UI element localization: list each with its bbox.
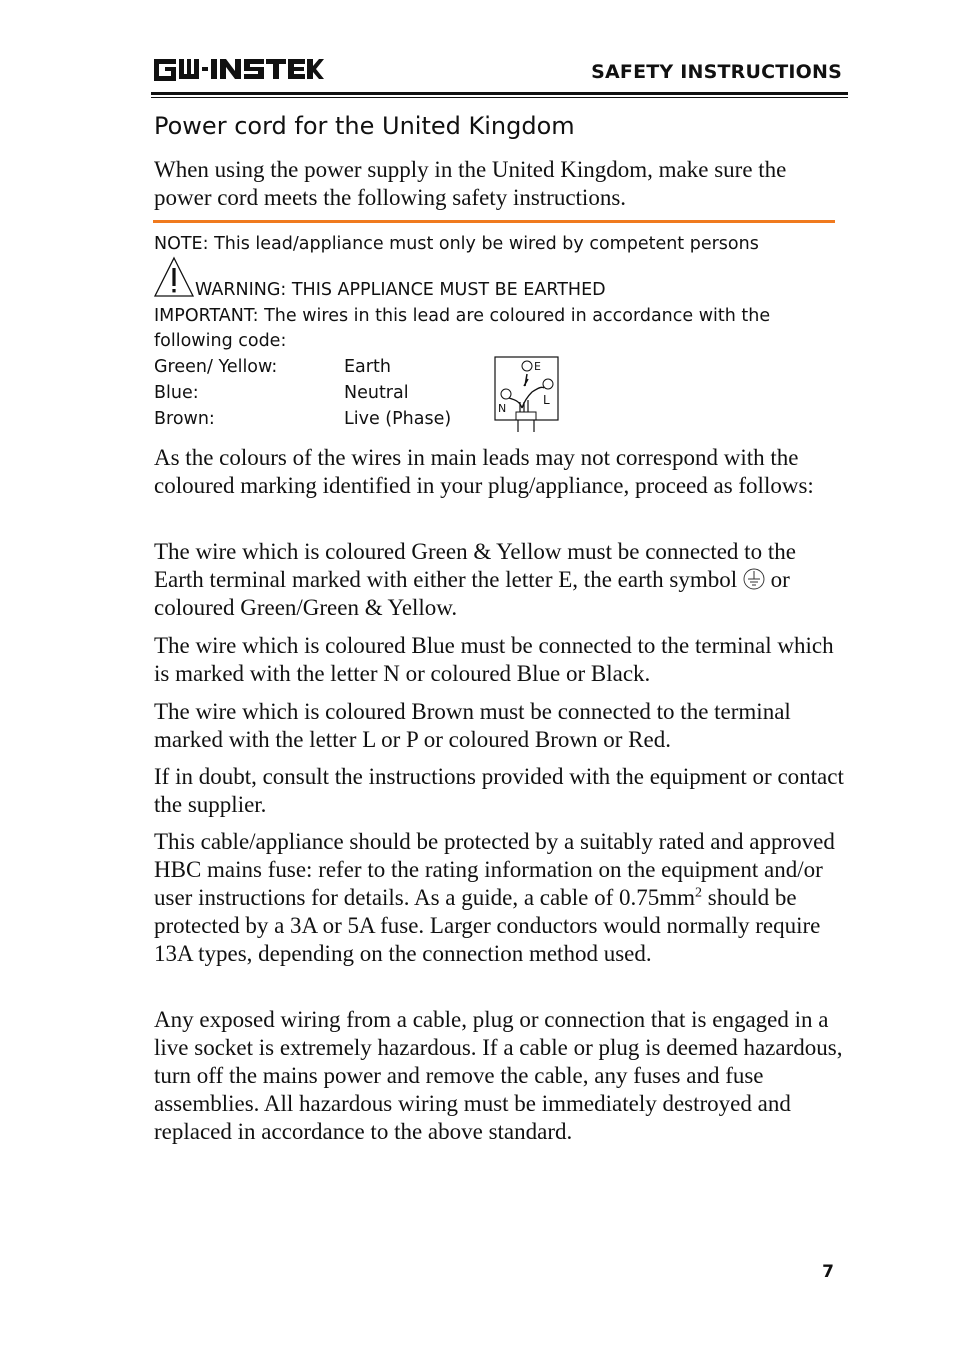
code-colour: Brown: (154, 409, 215, 429)
paragraph-exposed-wiring: Any exposed wiring from a cable, plug or connection that is engaged in a live socket is extremely hazardous. If a cable or plug is deemed hazardous, turn off the mains power and remove the cable, any fuses and fuse assemblies. All hazardous wiring must be immediately destroyed and replaced in accordance to the above standard. (154, 1007, 843, 1144)
paragraph-brown: The wire which is coloured Brown must be connected to the terminal marked with the letter L or P or coloured Brown or Red. (154, 699, 791, 752)
intro-paragraph: When using the power supply in the United Kingdom, make sure the power cord meets the following safety instructions. (154, 157, 787, 210)
plug-wiring-diagram (494, 356, 560, 432)
paragraph-text: or coloured Green/Green & Yellow. (154, 567, 790, 620)
code-row-live (154, 406, 452, 432)
warning-line: WARNING: THIS APPLIANCE MUST BE EARTHED (195, 280, 606, 300)
header-section-label: SAFETY INSTRUCTIONS (591, 61, 842, 83)
header-rule-thin (151, 97, 848, 98)
code-row-neutral (154, 380, 409, 406)
section-title: Power cord for the United Kingdom (154, 112, 575, 140)
paragraph-text: The wire which is coloured Green & Yellow must be connected to the Earth terminal marked with either the letter E, the earth symbol (154, 539, 796, 592)
plug-label-l: L (543, 393, 550, 407)
code-colour: Green/ Yellow: (154, 357, 278, 377)
paragraph-fuse (154, 828, 844, 968)
important-line-2: following code: (154, 331, 287, 351)
paragraph-colours-mismatch: As the colours of the wires in main leads may not correspond with the coloured marking identified in your plug/appliance, proceed as follows: (154, 445, 814, 498)
code-meaning: Live (Phase) (344, 409, 452, 429)
plug-label-n: N (498, 402, 507, 415)
code-row-earth (154, 354, 391, 380)
paragraph-if-in-doubt: If in doubt, consult the instructions provided with the equipment or contact the supplier. (154, 764, 844, 817)
paragraph-text: should be protected by a 3A or 5A fuse. Larger conductors would normally require 13A types, depending on the connection method used. (154, 885, 821, 966)
code-colour: Blue: (154, 383, 199, 403)
paragraph-text: This cable/appliance should be protected by a suitably rated and approved HBC mains fuse: refer to the rating information on the equipment and/or user instructions for details. As a guide, a cable of 0.75mm (154, 829, 835, 910)
header-rule (151, 92, 848, 95)
orange-divider (153, 220, 835, 223)
note-line: NOTE: This lead/appliance must only be wired by competent persons (154, 234, 759, 254)
gw-instek-logo (152, 55, 324, 83)
page-number: 7 (822, 1262, 834, 1282)
earth-ground-icon (743, 568, 765, 590)
code-meaning: Neutral (344, 383, 409, 403)
important-line-1: IMPORTANT: The wires in this lead are coloured in accordance with the (154, 306, 771, 326)
warning-triangle-icon (153, 256, 195, 298)
paragraph-blue: The wire which is coloured Blue must be connected to the terminal which is marked with the letter N or coloured Blue or Black. (154, 633, 834, 686)
code-meaning: Earth (344, 357, 391, 377)
superscript: 2 (695, 885, 703, 901)
plug-label-e: E (534, 360, 541, 373)
paragraph-green-yellow (154, 538, 844, 622)
